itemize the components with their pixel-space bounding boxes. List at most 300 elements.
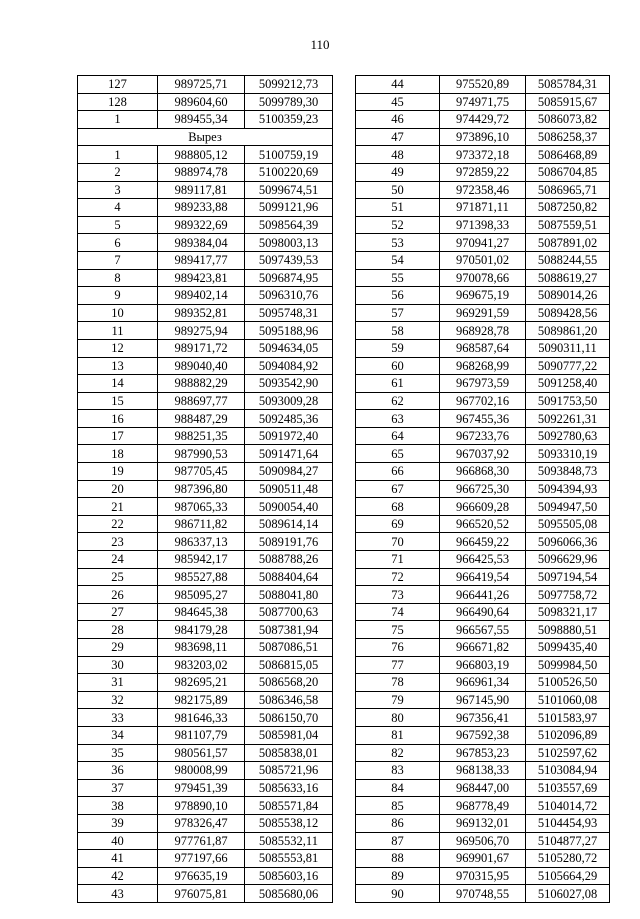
x-coordinate-cell: 971871,11 <box>440 199 526 217</box>
y-coordinate-cell: 5086468,89 <box>526 146 610 164</box>
point-number-cell: 21 <box>78 498 158 516</box>
table-row <box>356 427 610 445</box>
x-coordinate-cell: 985095,27 <box>158 586 245 604</box>
x-coordinate-cell: 966961,34 <box>440 674 526 692</box>
x-coordinate-cell: 979451,39 <box>158 779 245 797</box>
x-coordinate-cell: 989117,81 <box>158 181 245 199</box>
point-number-cell: 5 <box>78 216 158 234</box>
x-coordinate-cell: 970941,27 <box>440 234 526 252</box>
y-coordinate-cell: 5085538,12 <box>245 814 333 832</box>
y-coordinate-cell: 5091258,40 <box>526 375 610 393</box>
point-number-cell: 60 <box>356 357 440 375</box>
y-coordinate-cell: 5090511,48 <box>245 480 333 498</box>
table-row <box>78 744 333 762</box>
x-coordinate-cell: 986711,82 <box>158 515 245 533</box>
table-row <box>78 76 333 94</box>
table-row <box>78 656 333 674</box>
y-coordinate-cell: 5096629,96 <box>526 551 610 569</box>
y-coordinate-cell: 5093009,28 <box>245 392 333 410</box>
x-coordinate-cell: 969901,67 <box>440 850 526 868</box>
x-coordinate-cell: 981107,79 <box>158 726 245 744</box>
table-row <box>356 146 610 164</box>
point-number-cell: 14 <box>78 375 158 393</box>
table-row <box>356 603 610 621</box>
point-number-cell: 36 <box>78 762 158 780</box>
table-row <box>356 850 610 868</box>
table-row <box>356 814 610 832</box>
table-row <box>356 779 610 797</box>
y-coordinate-cell: 5096066,36 <box>526 533 610 551</box>
point-number-cell: 12 <box>78 339 158 357</box>
y-coordinate-cell: 5088404,64 <box>245 568 333 586</box>
coordinates-table-right <box>355 75 610 903</box>
table-row <box>78 322 333 340</box>
point-number-cell: 3 <box>78 181 158 199</box>
x-coordinate-cell: 966419,54 <box>440 568 526 586</box>
table-row <box>78 287 333 305</box>
table-row <box>78 445 333 463</box>
x-coordinate-cell: 967356,41 <box>440 709 526 727</box>
point-number-cell: 15 <box>78 392 158 410</box>
x-coordinate-cell: 987705,45 <box>158 463 245 481</box>
y-coordinate-cell: 5089428,56 <box>526 304 610 322</box>
point-number-cell: 127 <box>78 76 158 94</box>
x-coordinate-cell: 975520,89 <box>440 76 526 94</box>
point-number-cell: 52 <box>356 216 440 234</box>
y-coordinate-cell: 5100359,23 <box>245 111 333 129</box>
y-coordinate-cell: 5085603,16 <box>245 867 333 885</box>
x-coordinate-cell: 968268,99 <box>440 357 526 375</box>
y-coordinate-cell: 5095188,96 <box>245 322 333 340</box>
table-row <box>356 199 610 217</box>
y-coordinate-cell: 5085553,81 <box>245 850 333 868</box>
x-coordinate-cell: 970078,66 <box>440 269 526 287</box>
point-number-cell: 44 <box>356 76 440 94</box>
x-coordinate-cell: 966803,19 <box>440 656 526 674</box>
point-number-cell: 90 <box>356 885 440 903</box>
y-coordinate-cell: 5091972,40 <box>245 427 333 445</box>
point-number-cell: 70 <box>356 533 440 551</box>
point-number-cell: 10 <box>78 304 158 322</box>
y-coordinate-cell: 5098321,17 <box>526 603 610 621</box>
table-row <box>78 146 333 164</box>
point-number-cell: 4 <box>78 199 158 217</box>
point-number-cell: 128 <box>78 93 158 111</box>
point-number-cell: 55 <box>356 269 440 287</box>
point-number-cell: 58 <box>356 322 440 340</box>
x-coordinate-cell: 968928,78 <box>440 322 526 340</box>
y-coordinate-cell: 5088041,80 <box>245 586 333 604</box>
y-coordinate-cell: 5086150,70 <box>245 709 333 727</box>
point-number-cell: 30 <box>78 656 158 674</box>
point-number-cell: 32 <box>78 691 158 709</box>
x-coordinate-cell: 989725,71 <box>158 76 245 94</box>
y-coordinate-cell: 5099212,73 <box>245 76 333 94</box>
x-coordinate-cell: 988697,77 <box>158 392 245 410</box>
point-number-cell: 56 <box>356 287 440 305</box>
y-coordinate-cell: 5096874,95 <box>245 269 333 287</box>
x-coordinate-cell: 972859,22 <box>440 163 526 181</box>
x-coordinate-cell: 977197,66 <box>158 850 245 868</box>
table-row <box>356 111 610 129</box>
x-coordinate-cell: 980561,57 <box>158 744 245 762</box>
coordinates-table-left <box>77 75 333 903</box>
table-row <box>356 287 610 305</box>
point-number-cell: 75 <box>356 621 440 639</box>
point-number-cell: 42 <box>78 867 158 885</box>
point-number-cell: 19 <box>78 463 158 481</box>
point-number-cell: 2 <box>78 163 158 181</box>
y-coordinate-cell: 5093542,90 <box>245 375 333 393</box>
table-row <box>78 603 333 621</box>
point-number-cell: 74 <box>356 603 440 621</box>
y-coordinate-cell: 5097439,53 <box>245 251 333 269</box>
table-row <box>356 322 610 340</box>
x-coordinate-cell: 966671,82 <box>440 639 526 657</box>
point-number-cell: 29 <box>78 639 158 657</box>
point-number-cell: 28 <box>78 621 158 639</box>
y-coordinate-cell: 5104454,93 <box>526 814 610 832</box>
y-coordinate-cell: 5097194,54 <box>526 568 610 586</box>
table-row <box>78 726 333 744</box>
x-coordinate-cell: 978326,47 <box>158 814 245 832</box>
y-coordinate-cell: 5096310,76 <box>245 287 333 305</box>
x-coordinate-cell: 969675,19 <box>440 287 526 305</box>
point-number-cell: 22 <box>78 515 158 533</box>
table-row <box>78 639 333 657</box>
point-number-cell: 38 <box>78 797 158 815</box>
point-number-cell: 26 <box>78 586 158 604</box>
section-header-row <box>78 128 333 146</box>
x-coordinate-cell: 978890,10 <box>158 797 245 815</box>
x-coordinate-cell: 989384,04 <box>158 234 245 252</box>
point-number-cell: 50 <box>356 181 440 199</box>
table-row <box>356 867 610 885</box>
x-coordinate-cell: 969506,70 <box>440 832 526 850</box>
table-row <box>356 163 610 181</box>
y-coordinate-cell: 5094084,92 <box>245 357 333 375</box>
y-coordinate-cell: 5085981,04 <box>245 726 333 744</box>
y-coordinate-cell: 5086346,58 <box>245 691 333 709</box>
point-number-cell: 64 <box>356 427 440 445</box>
point-number-cell: 68 <box>356 498 440 516</box>
x-coordinate-cell: 966459,22 <box>440 533 526 551</box>
table-row <box>78 93 333 111</box>
point-number-cell: 49 <box>356 163 440 181</box>
point-number-cell: 13 <box>78 357 158 375</box>
point-number-cell: 51 <box>356 199 440 217</box>
table-row <box>78 621 333 639</box>
y-coordinate-cell: 5104877,27 <box>526 832 610 850</box>
y-coordinate-cell: 5085680,06 <box>245 885 333 903</box>
point-number-cell: 62 <box>356 392 440 410</box>
y-coordinate-cell: 5100220,69 <box>245 163 333 181</box>
point-number-cell: 89 <box>356 867 440 885</box>
y-coordinate-cell: 5098880,51 <box>526 621 610 639</box>
table-row <box>78 304 333 322</box>
table-row <box>78 691 333 709</box>
table-row <box>78 269 333 287</box>
x-coordinate-cell: 966868,30 <box>440 463 526 481</box>
point-number-cell: 16 <box>78 410 158 428</box>
y-coordinate-cell: 5092780,63 <box>526 427 610 445</box>
x-coordinate-cell: 967853,23 <box>440 744 526 762</box>
x-coordinate-cell: 989275,94 <box>158 322 245 340</box>
x-coordinate-cell: 966725,30 <box>440 480 526 498</box>
table-row <box>78 199 333 217</box>
x-coordinate-cell: 986337,13 <box>158 533 245 551</box>
point-number-cell: 25 <box>78 568 158 586</box>
x-coordinate-cell: 977761,87 <box>158 832 245 850</box>
table-row <box>78 797 333 815</box>
x-coordinate-cell: 982695,21 <box>158 674 245 692</box>
point-number-cell: 81 <box>356 726 440 744</box>
point-number-cell: 63 <box>356 410 440 428</box>
page-number: 110 <box>310 37 330 52</box>
point-number-cell: 23 <box>78 533 158 551</box>
table-row <box>356 181 610 199</box>
point-number-cell: 27 <box>78 603 158 621</box>
x-coordinate-cell: 967973,59 <box>440 375 526 393</box>
table-row <box>356 480 610 498</box>
point-number-cell: 41 <box>78 850 158 868</box>
y-coordinate-cell: 5106027,08 <box>526 885 610 903</box>
x-coordinate-cell: 989402,14 <box>158 287 245 305</box>
y-coordinate-cell: 5093848,73 <box>526 463 610 481</box>
point-number-cell: 80 <box>356 709 440 727</box>
y-coordinate-cell: 5089014,26 <box>526 287 610 305</box>
point-number-cell: 85 <box>356 797 440 815</box>
table-row <box>356 76 610 94</box>
table-row <box>356 639 610 657</box>
y-coordinate-cell: 5090984,27 <box>245 463 333 481</box>
table-row <box>78 885 333 903</box>
point-number-cell: 8 <box>78 269 158 287</box>
y-coordinate-cell: 5086073,82 <box>526 111 610 129</box>
table-row <box>356 726 610 744</box>
table-row <box>356 515 610 533</box>
x-coordinate-cell: 967145,90 <box>440 691 526 709</box>
point-number-cell: 31 <box>78 674 158 692</box>
table-row <box>78 234 333 252</box>
x-coordinate-cell: 984179,28 <box>158 621 245 639</box>
y-coordinate-cell: 5094634,05 <box>245 339 333 357</box>
table-body <box>78 76 333 903</box>
x-coordinate-cell: 989322,69 <box>158 216 245 234</box>
y-coordinate-cell: 5089861,20 <box>526 322 610 340</box>
table-row <box>356 586 610 604</box>
table-row <box>356 463 610 481</box>
point-number-cell: 1 <box>78 111 158 129</box>
x-coordinate-cell: 989233,88 <box>158 199 245 217</box>
x-coordinate-cell: 983698,11 <box>158 639 245 657</box>
x-coordinate-cell: 984645,38 <box>158 603 245 621</box>
table-row <box>78 515 333 533</box>
table-row <box>356 551 610 569</box>
x-coordinate-cell: 968587,64 <box>440 339 526 357</box>
x-coordinate-cell: 985527,88 <box>158 568 245 586</box>
y-coordinate-cell: 5090311,11 <box>526 339 610 357</box>
y-coordinate-cell: 5099984,50 <box>526 656 610 674</box>
table-row <box>78 463 333 481</box>
table-row <box>356 797 610 815</box>
x-coordinate-cell: 970501,02 <box>440 251 526 269</box>
y-coordinate-cell: 5095505,08 <box>526 515 610 533</box>
x-coordinate-cell: 967702,16 <box>440 392 526 410</box>
table-row <box>356 128 610 146</box>
y-coordinate-cell: 5088788,26 <box>245 551 333 569</box>
y-coordinate-cell: 5098564,39 <box>245 216 333 234</box>
y-coordinate-cell: 5092485,36 <box>245 410 333 428</box>
point-number-cell: 46 <box>356 111 440 129</box>
x-coordinate-cell: 980008,99 <box>158 762 245 780</box>
x-coordinate-cell: 968778,49 <box>440 797 526 815</box>
x-coordinate-cell: 988805,12 <box>158 146 245 164</box>
x-coordinate-cell: 989417,77 <box>158 251 245 269</box>
y-coordinate-cell: 5098003,13 <box>245 234 333 252</box>
x-coordinate-cell: 987065,33 <box>158 498 245 516</box>
point-number-cell: 37 <box>78 779 158 797</box>
table-row <box>356 234 610 252</box>
table-row <box>78 586 333 604</box>
x-coordinate-cell: 967037,92 <box>440 445 526 463</box>
x-coordinate-cell: 968447,00 <box>440 779 526 797</box>
y-coordinate-cell: 5093310,19 <box>526 445 610 463</box>
x-coordinate-cell: 966425,53 <box>440 551 526 569</box>
point-number-cell: 84 <box>356 779 440 797</box>
y-coordinate-cell: 5085571,84 <box>245 797 333 815</box>
x-coordinate-cell: 966441,26 <box>440 586 526 604</box>
point-number-cell: 76 <box>356 639 440 657</box>
y-coordinate-cell: 5094394,93 <box>526 480 610 498</box>
x-coordinate-cell: 989040,40 <box>158 357 245 375</box>
table-row <box>78 814 333 832</box>
table-row <box>356 375 610 393</box>
table-row <box>78 111 333 129</box>
x-coordinate-cell: 970315,95 <box>440 867 526 885</box>
table-row <box>78 498 333 516</box>
y-coordinate-cell: 5090054,40 <box>245 498 333 516</box>
point-number-cell: 47 <box>356 128 440 146</box>
table-row <box>356 498 610 516</box>
table-row <box>78 181 333 199</box>
table-row <box>78 251 333 269</box>
table-row <box>356 216 610 234</box>
table-row <box>78 779 333 797</box>
y-coordinate-cell: 5102597,62 <box>526 744 610 762</box>
point-number-cell: 79 <box>356 691 440 709</box>
table-row <box>78 410 333 428</box>
y-coordinate-cell: 5090777,22 <box>526 357 610 375</box>
point-number-cell: 78 <box>356 674 440 692</box>
y-coordinate-cell: 5091753,50 <box>526 392 610 410</box>
y-coordinate-cell: 5089614,14 <box>245 515 333 533</box>
x-coordinate-cell: 988487,29 <box>158 410 245 428</box>
x-coordinate-cell: 972358,46 <box>440 181 526 199</box>
point-number-cell: 87 <box>356 832 440 850</box>
table-row <box>356 832 610 850</box>
y-coordinate-cell: 5086258,37 <box>526 128 610 146</box>
y-coordinate-cell: 5097758,72 <box>526 586 610 604</box>
table-row <box>356 533 610 551</box>
point-number-cell: 9 <box>78 287 158 305</box>
table-row <box>78 674 333 692</box>
point-number-cell: 34 <box>78 726 158 744</box>
y-coordinate-cell: 5104014,72 <box>526 797 610 815</box>
y-coordinate-cell: 5086568,20 <box>245 674 333 692</box>
table-row <box>78 375 333 393</box>
table-row <box>356 621 610 639</box>
point-number-cell: 53 <box>356 234 440 252</box>
table-row <box>78 551 333 569</box>
y-coordinate-cell: 5094947,50 <box>526 498 610 516</box>
x-coordinate-cell: 967455,36 <box>440 410 526 428</box>
y-coordinate-cell: 5101060,08 <box>526 691 610 709</box>
point-number-cell: 35 <box>78 744 158 762</box>
y-coordinate-cell: 5103084,94 <box>526 762 610 780</box>
y-coordinate-cell: 5100759,19 <box>245 146 333 164</box>
table-row <box>78 339 333 357</box>
x-coordinate-cell: 971398,33 <box>440 216 526 234</box>
y-coordinate-cell: 5087559,51 <box>526 216 610 234</box>
x-coordinate-cell: 969132,01 <box>440 814 526 832</box>
x-coordinate-cell: 988974,78 <box>158 163 245 181</box>
point-number-cell: 65 <box>356 445 440 463</box>
table-row <box>356 709 610 727</box>
x-coordinate-cell: 968138,33 <box>440 762 526 780</box>
x-coordinate-cell: 966490,64 <box>440 603 526 621</box>
point-number-cell: 54 <box>356 251 440 269</box>
y-coordinate-cell: 5085532,11 <box>245 832 333 850</box>
y-coordinate-cell: 5085784,31 <box>526 76 610 94</box>
point-number-cell: 18 <box>78 445 158 463</box>
point-number-cell: 57 <box>356 304 440 322</box>
point-number-cell: 82 <box>356 744 440 762</box>
x-coordinate-cell: 967233,76 <box>440 427 526 445</box>
y-coordinate-cell: 5087700,63 <box>245 603 333 621</box>
table-row <box>356 339 610 357</box>
y-coordinate-cell: 5105280,72 <box>526 850 610 868</box>
x-coordinate-cell: 969291,59 <box>440 304 526 322</box>
y-coordinate-cell: 5086704,85 <box>526 163 610 181</box>
table-row <box>356 568 610 586</box>
point-number-cell: 33 <box>78 709 158 727</box>
table-row <box>78 709 333 727</box>
y-coordinate-cell: 5092261,31 <box>526 410 610 428</box>
y-coordinate-cell: 5086965,71 <box>526 181 610 199</box>
y-coordinate-cell: 5099121,96 <box>245 199 333 217</box>
table-row <box>356 762 610 780</box>
table-row <box>356 744 610 762</box>
point-number-cell: 66 <box>356 463 440 481</box>
point-number-cell: 83 <box>356 762 440 780</box>
y-coordinate-cell: 5085721,96 <box>245 762 333 780</box>
point-number-cell: 73 <box>356 586 440 604</box>
point-number-cell: 71 <box>356 551 440 569</box>
x-coordinate-cell: 989352,81 <box>158 304 245 322</box>
point-number-cell: 6 <box>78 234 158 252</box>
point-number-cell: 69 <box>356 515 440 533</box>
y-coordinate-cell: 5105664,29 <box>526 867 610 885</box>
table-row <box>78 533 333 551</box>
section-title-cell: Вырез <box>78 128 333 146</box>
x-coordinate-cell: 985942,17 <box>158 551 245 569</box>
point-number-cell: 61 <box>356 375 440 393</box>
x-coordinate-cell: 981646,33 <box>158 709 245 727</box>
table-row <box>78 762 333 780</box>
point-number-cell: 17 <box>78 427 158 445</box>
y-coordinate-cell: 5091471,64 <box>245 445 333 463</box>
